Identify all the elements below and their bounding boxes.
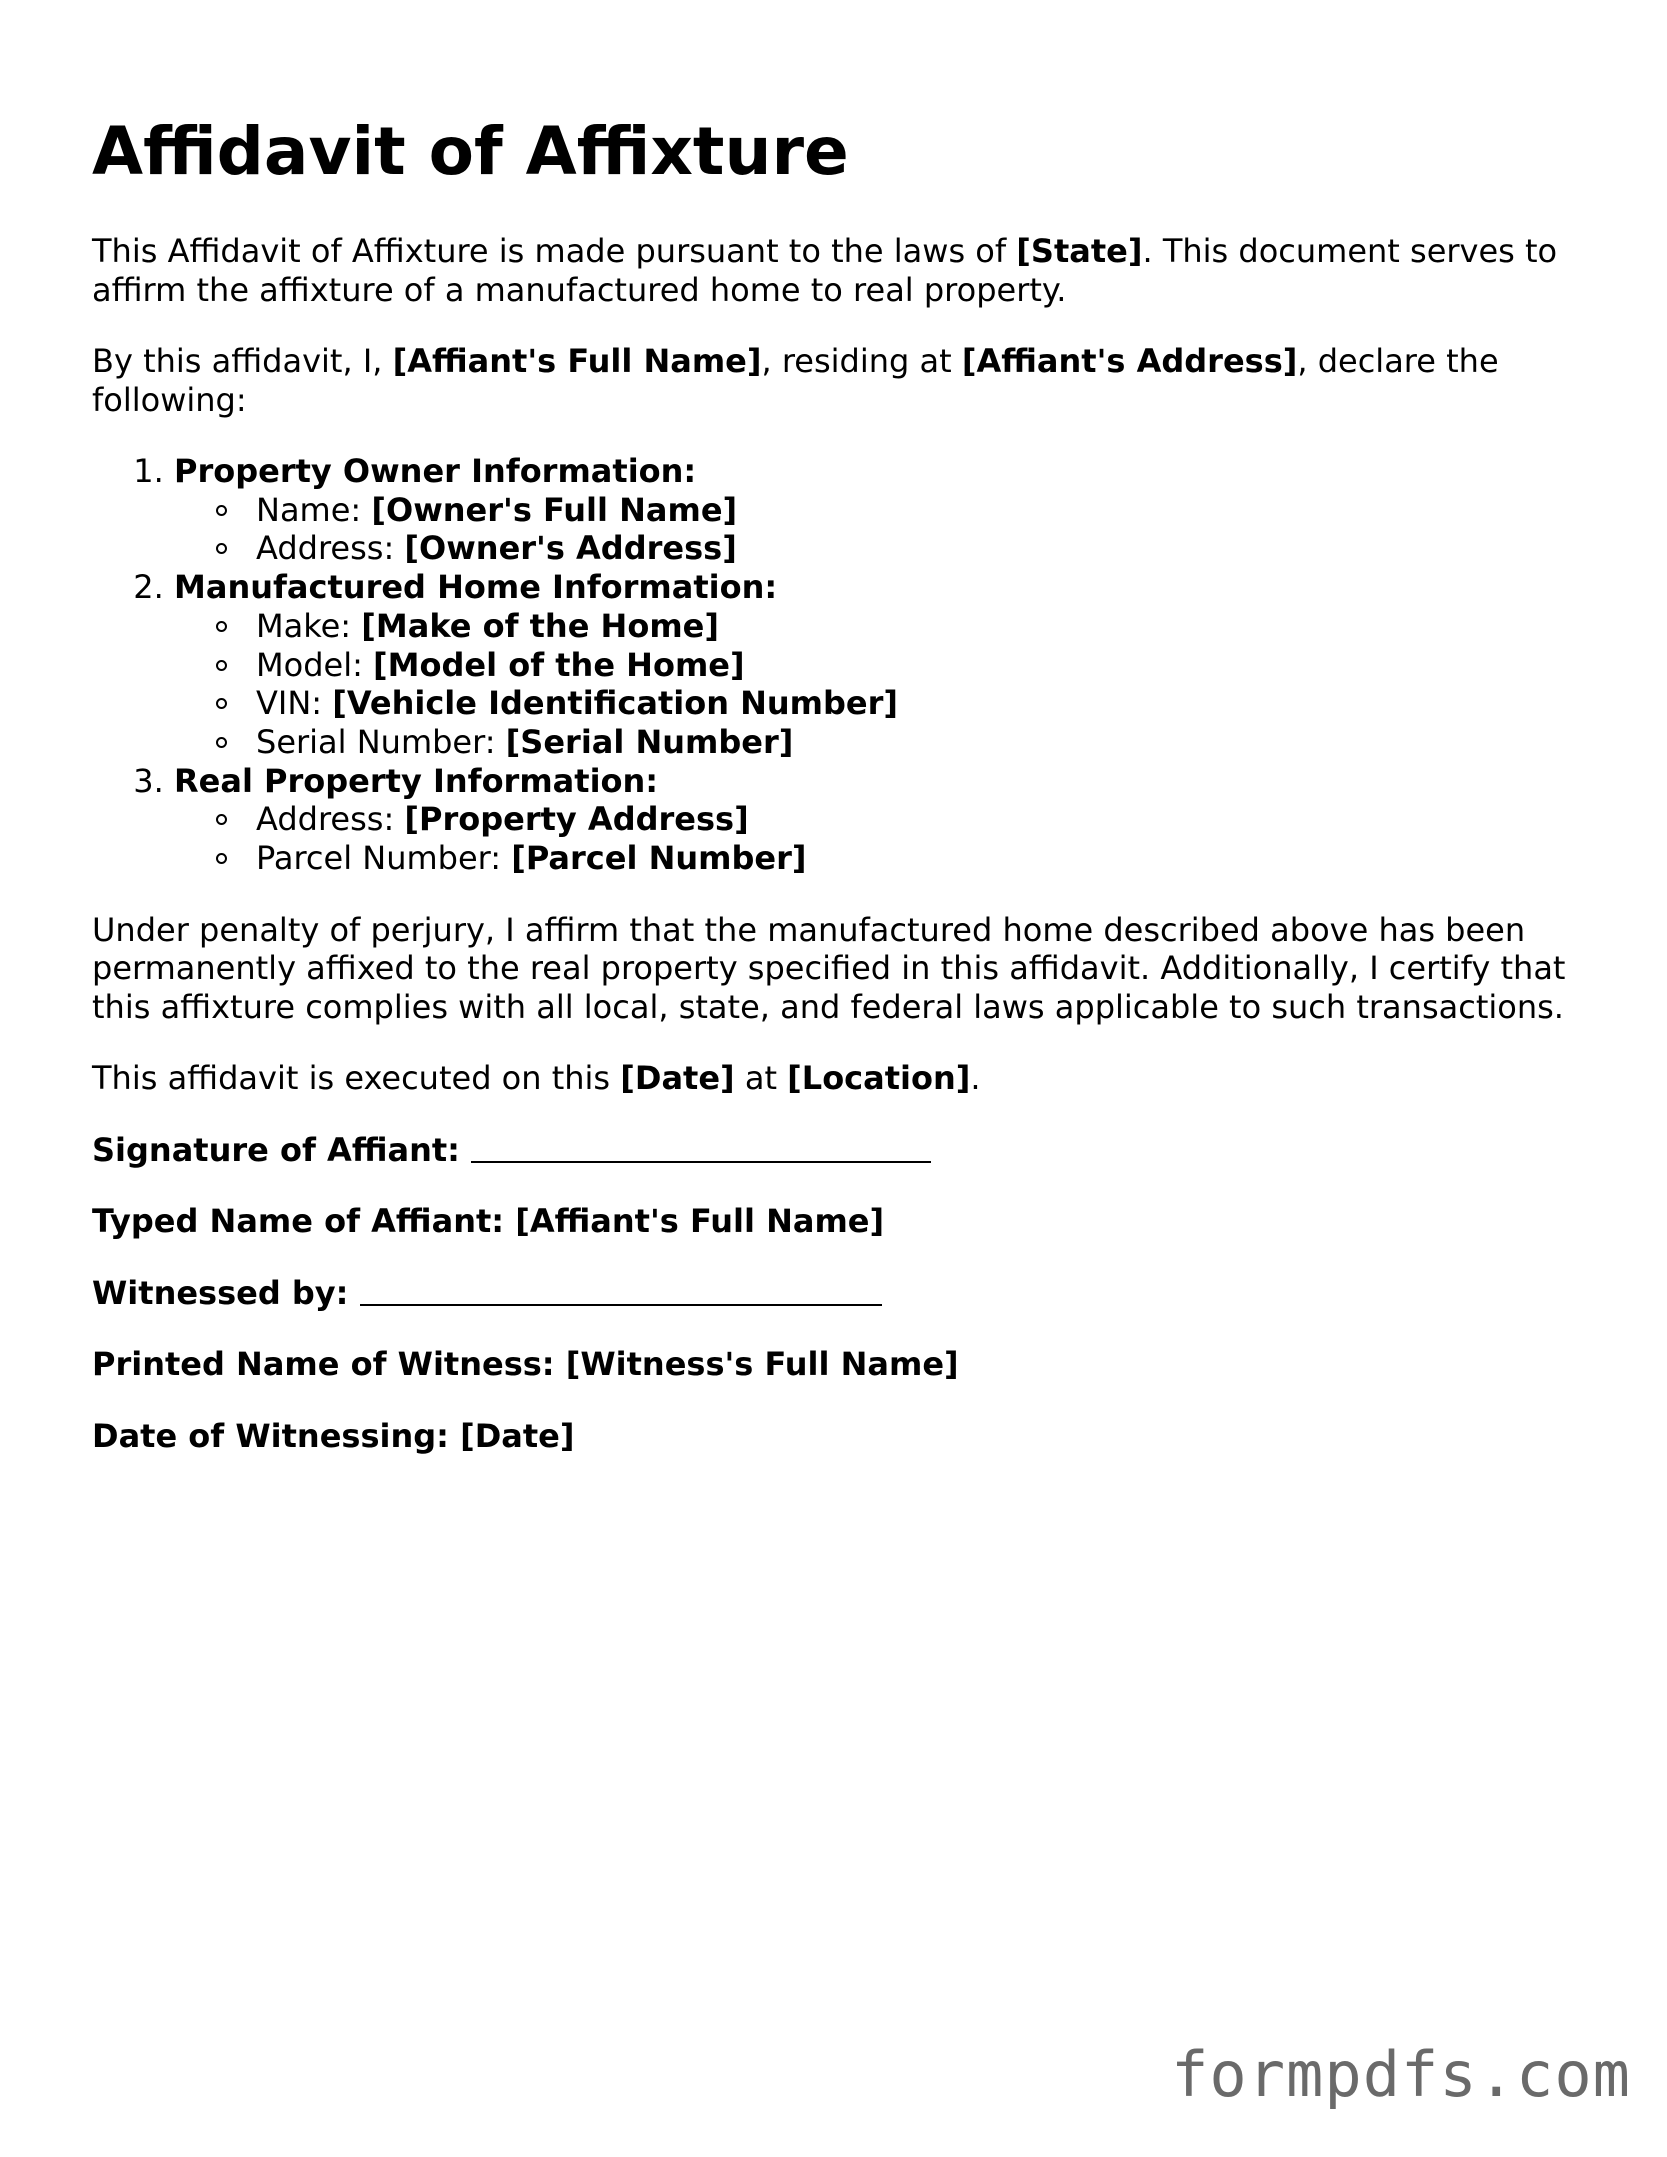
section-property-owner [174,452,1572,568]
declaration-paragraph [92,342,1572,419]
affiant-signature-line [92,1131,1572,1170]
item-label: Name: [256,490,372,529]
section-heading: Property Owner Information: [174,452,697,490]
section-heading: Real Property Information: [174,761,659,800]
item-value: [Owner's Address] [404,529,737,568]
item-value: [Model of the Home] [373,645,745,684]
circle-bullet-icon [216,543,227,554]
list-item [236,491,1572,530]
date-placeholder: [Date] [620,1059,735,1098]
list-item [236,723,1572,762]
list-item [236,607,1572,646]
state-placeholder: [State] [1016,232,1143,270]
witness-signature-line [92,1274,1572,1313]
item-value: [Serial Number] [505,722,794,761]
circle-bullet-icon [216,621,227,632]
witness-signature-blank[interactable] [360,1278,882,1306]
declaration-text-mid: , residing at [761,342,962,380]
list-item [236,800,1572,839]
item-value: [Parcel Number] [511,839,807,878]
circle-bullet-icon [216,660,227,671]
section-manufactured-home [174,568,1572,762]
circle-bullet-icon [216,853,227,864]
location-placeholder: [Location] [787,1059,971,1098]
execution-text-end: . [970,1059,981,1098]
document-page [92,112,1572,1488]
circle-bullet-icon [216,814,227,825]
section-real-property [174,762,1572,878]
witness-date-line: Date of Witnessing: [Date] [92,1416,575,1455]
sub-list [174,491,1572,568]
circle-bullet-icon [216,737,227,748]
list-item [236,684,1572,723]
document-title: Affidavit of Affixture [92,113,849,190]
execution-text: This affidavit is executed on this [92,1059,621,1098]
section-heading: Manufactured Home Information: [174,568,778,607]
sub-list [174,607,1572,762]
circle-bullet-icon [216,698,227,709]
item-label: VIN: [256,684,333,723]
item-value: [Vehicle Identification Number] [332,684,899,723]
item-label: Model: [256,645,374,684]
execution-text-mid: at [734,1059,788,1098]
witness-signature-label: Witnessed by: [92,1273,360,1312]
item-label: Address: [256,529,405,568]
typed-name-line: Typed Name of Affiant: [Affiant's Full Name] [92,1202,885,1241]
declaration-text-end: , declare the following: [92,342,1499,419]
item-label: Parcel Number: [256,839,512,878]
item-label: Address: [256,800,405,839]
affiant-name-placeholder: [Affiant's Full Name] [392,342,762,380]
witness-name-line: Printed Name of Witness: [Witness's Full Name] [92,1345,959,1384]
declaration-text: By this affidavit, I, [92,342,393,380]
intro-text-end: . This document serves to affirm the affixture of a manufactured home to real property. [92,232,1558,309]
perjury-paragraph: Under penalty of perjury, I affirm that the manufactured home described above has been permanently affixed to the real property specified in this affidavit. Additionally, I certify that this affixture complies with all local, state, and federal laws applicable to such transactions. [92,910,1566,1026]
intro-text: This Affidavit of Affixture is made pursuant to the laws of [92,232,1017,270]
circle-bullet-icon [216,505,227,516]
watermark: formpdfs.com [1171,2038,1631,2111]
item-value: [Property Address] [404,800,749,839]
sub-list [174,800,1572,877]
item-label: Serial Number: [256,722,506,761]
item-value: [Make of the Home] [361,606,719,645]
item-value: [Owner's Full Name] [371,490,738,529]
affiant-signature-blank[interactable] [471,1135,931,1163]
information-list [92,452,1572,878]
execution-paragraph [92,1059,1572,1098]
list-item [236,529,1572,568]
intro-paragraph [92,232,1572,309]
item-label: Make: [256,606,362,645]
list-item [236,839,1572,878]
list-item [236,646,1572,685]
affiant-address-placeholder: [Affiant's Address] [961,342,1298,380]
affiant-signature-label: Signature of Affiant: [92,1130,472,1169]
